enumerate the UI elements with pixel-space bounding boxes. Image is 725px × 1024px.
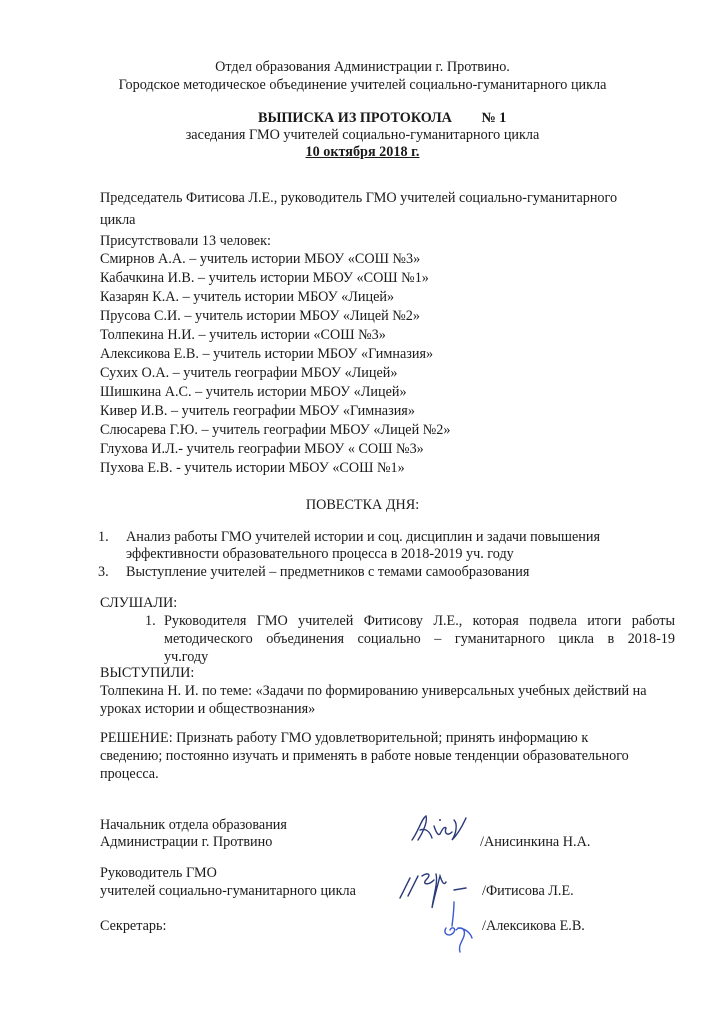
member-item: Слюсарева Г.Ю. – учитель географии МБОУ «Лицей №2» xyxy=(100,422,451,438)
member-item: Сухих О.А. – учитель географии МБОУ «Лицей» xyxy=(100,365,398,381)
signer-3-role-line-1: Секретарь: xyxy=(100,918,167,934)
spoke-line-1: Толпекина Н. И. по теме: «Задачи по формированию универсальных учебных действий на xyxy=(100,683,647,699)
spoke-heading: ВЫСТУПИЛИ: xyxy=(100,665,195,681)
agenda-heading: ПОВЕСТКА ДНЯ: xyxy=(305,497,420,513)
document-title xyxy=(258,110,506,127)
chair-line-1: Председатель Фитисова Л.Е., руководитель ГМО учителей социально-гуманитарного xyxy=(100,190,618,206)
protocol-heading: ВЫПИСКА ИЗ ПРОТОКОЛА xyxy=(258,110,452,126)
member-item: Алексикова Е.В. – учитель истории МБОУ «Гимназия» xyxy=(100,346,434,362)
spoke-line-2: уроках истории и обществознания» xyxy=(100,701,316,717)
decision-line-2: сведению; постоянно изучать и применять в работе новые тенденции образовательного xyxy=(100,748,629,764)
signer-1-role-line-1: Начальник отдела образования xyxy=(100,817,287,833)
member-item: Прусова С.И. – учитель истории МБОУ «Лицей №2» xyxy=(100,308,420,324)
heard-heading: СЛУШАЛИ: xyxy=(100,595,178,611)
signature-3-icon xyxy=(440,898,480,958)
protocol-number: № 1 xyxy=(481,110,507,126)
signer-2-name: /Фитисова Л.Е. xyxy=(482,883,574,899)
agenda-item-text-cont: эффективности образовательного процесса в 2018-2019 уч. году xyxy=(126,546,514,562)
agenda-item-text: Анализ работы ГМО учителей истории и соц. дисциплин и задачи повышения xyxy=(126,529,600,545)
member-item: Кабачкина И.В. – учитель истории МБОУ «СОШ №1» xyxy=(100,270,429,286)
signer-2-role-line-1: Руководитель ГМО xyxy=(100,865,217,881)
gmo-line: Городское методическое объединение учителей социально-гуманитарного цикла xyxy=(118,77,607,93)
chair-line-2: цикла xyxy=(100,212,136,228)
org-line: Отдел образования Администрации г. Протвино. xyxy=(215,59,510,75)
member-item: Казарян К.А. – учитель истории МБОУ «Лицей» xyxy=(100,289,395,305)
signer-3-name: /Алексикова Е.В. xyxy=(482,918,585,934)
heard-item-line-2: методического объединения социально – гуманитарного цикла в 2018-19 xyxy=(164,631,675,647)
member-item: Шишкина А.С. – учитель истории МБОУ «Лицей» xyxy=(100,384,407,400)
heard-item-line-1: Руководителя ГМО учителей Фитисову Л.Е., которая подвела итоги работы xyxy=(164,613,675,629)
heard-item-number: 1. xyxy=(145,613,156,629)
signature-1-icon xyxy=(408,812,470,846)
agenda-item-text: Выступление учителей – предметников с темами самообразования xyxy=(126,564,530,580)
agenda-item-number: 1. xyxy=(98,529,109,545)
decision-line-3: процесса. xyxy=(100,766,159,782)
protocol-subtitle: заседания ГМО учителей социально-гуманитарного цикла xyxy=(185,127,540,143)
present-count: Присутствовали 13 человек: xyxy=(100,233,271,249)
member-item: Толпекина Н.И. – учитель истории «СОШ №3» xyxy=(100,327,386,343)
signer-1-role-line-2: Администрации г. Протвино xyxy=(100,834,273,850)
signer-2-role-line-2: учителей социально-гуманитарного цикла xyxy=(100,883,356,899)
member-item: Глухова И.Л.- учитель географии МБОУ « СОШ №3» xyxy=(100,441,424,457)
member-item: Кивер И.В. – учитель географии МБОУ «Гимназия» xyxy=(100,403,415,419)
protocol-date: 10 октября 2018 г. xyxy=(305,144,420,160)
signer-1-name: /Анисинкина Н.А. xyxy=(480,834,591,850)
heard-item-line-3: уч.году xyxy=(164,649,209,665)
member-item: Пухова Е.В. - учитель истории МБОУ «СОШ №1» xyxy=(100,460,405,476)
member-item: Смирнов А.А. – учитель истории МБОУ «СОШ №3» xyxy=(100,251,421,267)
decision-line-1: РЕШЕНИЕ: Признать работу ГМО удовлетворительной; принять информацию к xyxy=(100,730,589,746)
agenda-item-number: 3. xyxy=(98,564,109,580)
